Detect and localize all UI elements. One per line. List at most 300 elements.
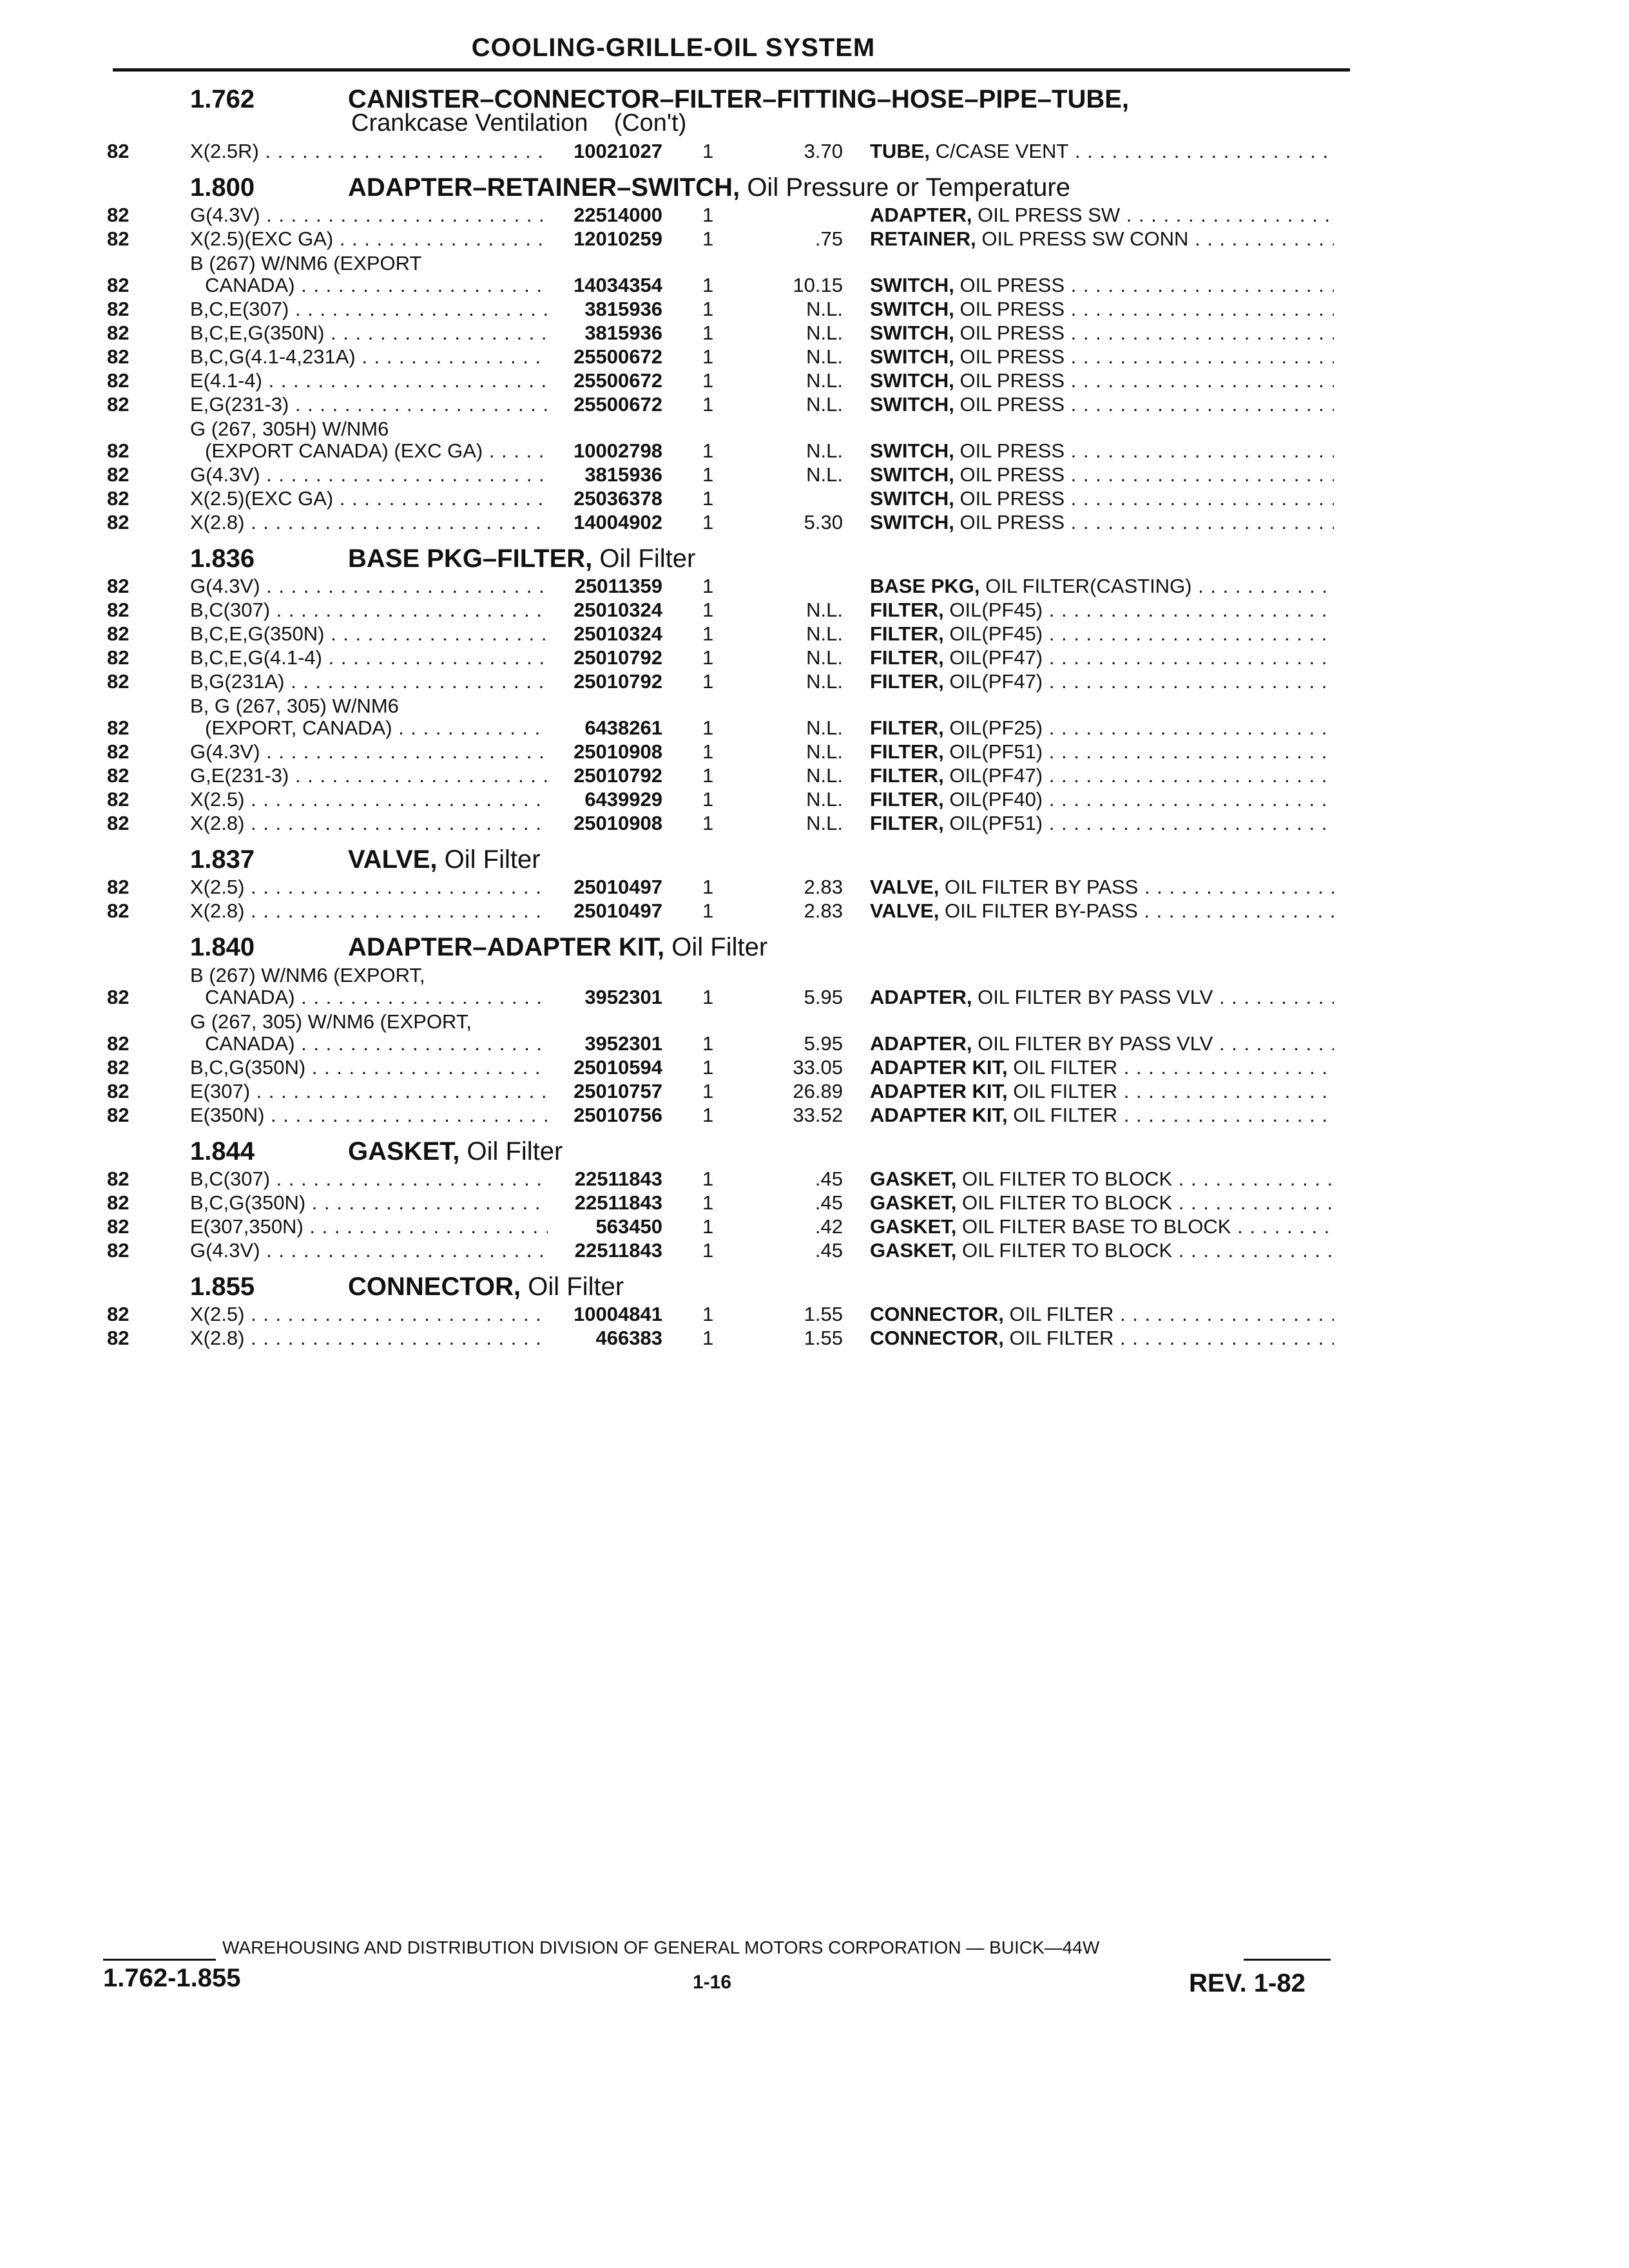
description-detail: OIL FILTER TO BLOCK [961,1168,1173,1190]
application: B,C,E(307) . . . [190,298,548,321]
description-detail: OIL(PF47) [949,646,1043,669]
description-noun: SWITCH, [870,298,954,320]
part-number: 3815936 [584,298,662,320]
part-number: 25010908 [574,812,662,834]
description-detail: OIL PRESS [959,274,1065,296]
description-noun: VALVE, [870,876,940,898]
part-row [0,671,1629,695]
description-noun: SWITCH, [870,345,954,368]
section-title-main: BASE PKG–FILTER, [348,544,593,573]
model-year: 82 [107,899,130,922]
model-year: 82 [107,764,130,787]
part-row [0,322,1629,346]
part-number: 25036378 [574,487,662,510]
description-detail: OIL FILTER [1009,1303,1114,1325]
application: X(2.8) . . . [190,511,548,534]
description [870,322,1334,345]
section-number: 1.800 [190,173,255,202]
section-title-main: GASKET, [348,1137,460,1166]
application: (EXPORT CANADA) (EXC GA) . . . [205,439,548,463]
footer-page-number: 1-16 [693,1972,732,1993]
part-row [0,488,1629,512]
quantity: 1 [702,716,714,739]
model-year: 82 [107,393,130,416]
model-year: 82 [107,716,130,739]
section-title [348,544,695,573]
description-noun: SWITCH, [870,463,954,486]
part-number: 563450 [595,1215,662,1238]
part-row [0,418,1629,464]
description-noun: SWITCH, [870,439,954,462]
part-number: 25500672 [574,345,662,368]
application: B,C,G(350N) . . . [190,1056,548,1079]
quantity: 1 [702,740,714,763]
description-noun: FILTER, [870,622,944,645]
quantity: 1 [702,575,714,597]
application: G(4.3V) . . . [190,575,548,598]
quantity: 1 [702,1303,714,1325]
description [870,646,1334,669]
description-noun: ADAPTER, [870,204,972,226]
description [870,716,1334,740]
application: B,C,E,G(350N) . . . [190,622,548,646]
application: X(2.5) . . . [190,876,548,899]
description-detail: OIL FILTER [1013,1104,1118,1126]
quantity: 1 [702,899,714,922]
description [870,876,1334,899]
part-row [0,1327,1629,1351]
model-year: 82 [107,812,130,834]
part-row [0,140,1629,164]
part-number: 25010792 [574,764,662,787]
description-noun: FILTER, [870,764,944,787]
price: .42 [815,1215,843,1238]
section-title [348,173,1070,202]
quantity: 1 [702,1239,714,1262]
price: 1.55 [804,1303,843,1325]
part-number: 25010497 [574,899,662,922]
section-number: 1.837 [190,845,255,874]
section-title-rest: Oil Pressure or Temperature [747,173,1070,202]
section-title-rest: Oil Filter [467,1137,563,1166]
application: B,C,G(350N) . . . [190,1191,548,1215]
price: N.L. [806,369,843,392]
part-row [0,228,1629,252]
application: E(4.1-4) . . . [190,369,548,392]
part-number: 25010497 [574,876,662,898]
footer-revision: REV. 1-82 [1189,1969,1306,1997]
price: N.L. [806,322,843,344]
quantity: 1 [702,1080,714,1102]
description-detail: OIL FILTER [1013,1056,1118,1079]
part-row [0,1104,1629,1128]
application: G(4.3V) . . . [190,1239,548,1262]
part-row [0,575,1629,599]
description-noun: TUBE, [870,140,930,162]
application: B,G(231A) . . . [190,670,548,693]
description-detail: OIL FILTER [1009,1327,1114,1349]
description-noun: GASKET, [870,1239,957,1262]
section-number: 1.840 [190,933,255,961]
part-row [0,695,1629,741]
description-detail: OIL(PF51) [949,740,1043,763]
description-detail: OIL PRESS [959,487,1065,510]
model-year: 82 [107,740,130,763]
price: 2.83 [804,876,843,898]
application: X(2.5) . . . [190,1303,548,1326]
model-year: 82 [107,788,130,811]
price: 5.95 [804,1032,843,1055]
section-header [0,924,1629,964]
parts-catalog [0,76,1629,1351]
model-year: 82 [107,439,130,462]
application: CANADA) . . . [205,1032,548,1055]
part-number: 25010594 [574,1056,662,1079]
price: N.L. [806,716,843,739]
model-year: 82 [107,511,130,533]
quantity: 1 [702,227,714,250]
application: X(2.5R) . . . [190,140,548,163]
part-row [0,394,1629,418]
quantity: 1 [702,1104,714,1126]
part-row [0,812,1629,836]
application: X(2.5) . . . [190,788,548,811]
page-title: COOLING-GRILLE-OIL SYSTEM [471,34,876,62]
description-detail: C/CASE VENT [935,140,1069,162]
description [870,274,1334,297]
description-noun: SWITCH, [870,274,954,296]
price: .75 [815,227,843,250]
quantity: 1 [702,1168,714,1190]
model-year: 82 [107,369,130,392]
quantity: 1 [702,140,714,162]
application-line-1: B (267) W/NM6 (EXPORT [190,252,422,274]
description-noun: FILTER, [870,740,944,763]
part-number: 12010259 [574,227,662,250]
footer-section-range: 1.762-1.855 [103,1964,241,1992]
description-detail: OIL FILTER TO BLOCK [961,1239,1173,1262]
part-number: 25010324 [574,599,662,621]
description [870,487,1334,510]
description [870,1056,1334,1079]
model-year: 82 [107,140,130,162]
quantity: 1 [702,322,714,344]
part-number: 25011359 [574,575,662,597]
section-header [0,164,1629,204]
description-noun: ADAPTER KIT, [870,1056,1008,1079]
price: .45 [815,1168,843,1190]
application: X(2.5)(EXC GA) . . . [190,487,548,510]
model-year: 82 [107,1303,130,1325]
part-row [0,900,1629,924]
quantity: 1 [702,298,714,320]
application: E(350N) . . . [190,1104,548,1127]
price: N.L. [806,345,843,368]
description [870,1168,1334,1191]
model-year: 82 [107,1191,130,1214]
description-detail: OIL PRESS [959,345,1065,368]
quantity: 1 [702,1215,714,1238]
part-number: 25500672 [574,369,662,392]
price: N.L. [806,463,843,486]
model-year: 82 [107,622,130,645]
part-row [0,1240,1629,1264]
description-noun: CONNECTOR, [870,1327,1004,1349]
price: 3.70 [804,140,843,162]
part-row [0,512,1629,535]
model-year: 82 [107,1239,130,1262]
application: X(2.8) . . . [190,899,548,923]
price: 2.83 [804,899,843,922]
section-number: 1.844 [190,1137,255,1166]
price: N.L. [806,670,843,693]
part-row [0,298,1629,322]
part-number: 466383 [595,1327,662,1349]
quantity: 1 [702,1056,714,1079]
model-year: 82 [107,986,130,1008]
description-noun: SWITCH, [870,511,954,533]
description [870,812,1334,835]
part-row [0,647,1629,671]
description-noun: GASKET, [870,1168,957,1190]
part-number: 3815936 [584,322,662,344]
description-detail: OIL PRESS [959,511,1065,533]
description [870,1215,1334,1238]
quantity: 1 [702,622,714,645]
application-line-1: B, G (267, 305) W/NM6 [190,695,399,717]
description-detail: OIL(PF40) [949,788,1043,811]
description [870,1104,1334,1127]
quantity: 1 [702,646,714,669]
part-row [0,1057,1629,1081]
part-row [0,1010,1629,1057]
price: 1.55 [804,1327,843,1349]
model-year: 82 [107,670,130,693]
description-noun: GASKET, [870,1215,957,1238]
description [870,439,1334,463]
description-detail: OIL FILTER BY PASS VLV [978,986,1213,1008]
description [870,1327,1334,1350]
application: X(2.8) . . . [190,1327,548,1350]
description-detail: OIL FILTER BASE TO BLOCK [961,1215,1231,1238]
description [870,899,1334,923]
section-title-rest: Oil Filter [671,933,768,961]
section-title [348,933,767,962]
quantity: 1 [702,812,714,834]
price: N.L. [806,788,843,811]
model-year: 82 [107,298,130,320]
part-row [0,370,1629,394]
description-detail: OIL(PF47) [949,670,1043,693]
part-number: 22511843 [574,1239,662,1262]
description [870,1080,1334,1103]
quantity: 1 [702,764,714,787]
description-noun: ADAPTER, [870,1032,972,1055]
description-noun: SWITCH, [870,393,954,416]
quantity: 1 [702,670,714,693]
price: N.L. [806,393,843,416]
description-detail: OIL(PF51) [949,812,1043,834]
application: X(2.8) . . . [190,812,548,835]
application: E(307) . . . [190,1080,548,1103]
footer-publisher: WAREHOUSING AND DISTRIBUTION DIVISION OF GENERAL MOTORS CORPORATION — BUICK—44W [222,1937,1100,1957]
part-number: 22511843 [574,1191,662,1214]
application: (EXPORT, CANADA) . . . [205,716,548,740]
quantity: 1 [702,439,714,462]
description-detail: OIL PRESS SW [978,204,1121,226]
part-number: 25010756 [574,1104,662,1126]
model-year: 82 [107,227,130,250]
section-title-rest: Oil Filter [599,544,696,573]
description-detail: OIL FILTER BY PASS VLV [978,1032,1213,1055]
section-title-rest: Oil Filter [528,1273,624,1301]
description [870,345,1334,369]
quantity: 1 [702,345,714,368]
section-number: 1.855 [190,1273,255,1301]
part-number: 6439929 [584,788,662,811]
quantity: 1 [702,788,714,811]
description [870,670,1334,693]
price: N.L. [806,764,843,787]
description-detail: OIL PRESS [959,369,1065,392]
application: G(4.3V) . . . [190,463,548,486]
application-line-1: G (267, 305H) W/NM6 [190,418,389,440]
model-year: 82 [107,274,130,296]
section-title [348,1137,563,1166]
quantity: 1 [702,876,714,898]
price: 5.95 [804,986,843,1008]
quantity: 1 [702,1191,714,1214]
application: CANADA) . . . [205,274,548,297]
application: B,C(307) . . . [190,599,548,622]
part-number: 25010792 [574,670,662,693]
description-detail: OIL PRESS [959,439,1065,462]
description-detail: OIL PRESS [959,322,1065,344]
description-noun: FILTER, [870,646,944,669]
description-noun: SWITCH, [870,322,954,344]
quantity: 1 [702,511,714,533]
part-row [0,1303,1629,1327]
description-noun: SWITCH, [870,369,954,392]
quantity: 1 [702,487,714,510]
section-title-main: CONNECTOR, [348,1273,521,1301]
part-number: 10021027 [574,140,662,162]
part-number: 25010908 [574,740,662,763]
description-detail: OIL FILTER [1013,1080,1118,1102]
quantity: 1 [702,463,714,486]
description-noun: GASKET, [870,1191,957,1214]
application: B,C,E,G(350N) . . . [190,322,548,345]
description-detail: OIL(PF45) [949,622,1043,645]
description-noun: FILTER, [870,599,944,621]
price: 33.52 [793,1104,843,1126]
model-year: 82 [107,463,130,486]
section-title-main: CANISTER–CONNECTOR–FILTER–FITTING–HOSE–PIPE–TUBE, [348,85,1130,113]
description-detail: OIL(PF47) [949,764,1043,787]
quantity: 1 [702,1032,714,1055]
model-year: 82 [107,345,130,368]
part-row [0,1216,1629,1240]
description [870,511,1334,534]
description-detail: OIL(PF45) [949,599,1043,621]
model-year: 82 [107,1056,130,1079]
model-year: 82 [107,599,130,621]
part-row [0,765,1629,789]
price: 5.30 [804,511,843,533]
description [870,204,1334,227]
section-title [348,845,541,874]
price: N.L. [806,812,843,834]
section-subtitle [351,110,686,137]
part-row [0,1081,1629,1104]
model-year: 82 [107,575,130,597]
description [870,1239,1334,1262]
model-year: 82 [107,646,130,669]
description-noun: CONNECTOR, [870,1303,1004,1325]
header-rule [113,68,1350,72]
part-number: 6438261 [584,716,662,739]
price: N.L. [806,740,843,763]
description-detail: OIL PRESS [959,393,1065,416]
section-header [0,836,1629,876]
price: .45 [815,1191,843,1214]
footer-rule-left [103,1959,216,1961]
part-row [0,1192,1629,1216]
model-year: 82 [107,1104,130,1126]
part-row [0,964,1629,1010]
application: E,G(231-3) . . . [190,393,548,416]
description-noun: FILTER, [870,812,944,834]
description [870,463,1334,486]
part-number: 22514000 [574,204,662,226]
part-row [0,1168,1629,1192]
model-year: 82 [107,1327,130,1349]
description [870,369,1334,392]
application-line-1: B (267) W/NM6 (EXPORT, [190,964,425,986]
description [870,599,1334,622]
section-title-main: ADAPTER–RETAINER–SWITCH, [348,173,740,202]
quantity: 1 [702,1327,714,1349]
application: G(4.3V) . . . [190,740,548,764]
description-detail: OIL PRESS [959,463,1065,486]
model-year: 82 [107,1215,130,1238]
model-year: 82 [107,1168,130,1190]
application: B,C,E,G(4.1-4) . . . [190,646,548,669]
description [870,575,1334,598]
description [870,1303,1334,1326]
price: 10.15 [793,274,843,296]
application-line-1: G (267, 305) W/NM6 (EXPORT, [190,1010,472,1033]
part-row [0,204,1629,228]
description-noun: ADAPTER, [870,986,972,1008]
price: .45 [815,1239,843,1262]
description-noun: FILTER, [870,670,944,693]
application: G(4.3V) . . . [190,204,548,227]
quantity: 1 [702,204,714,226]
description [870,298,1334,321]
description-detail: OIL PRESS SW CONN [981,227,1189,250]
quantity: 1 [702,599,714,621]
part-number: 25010324 [574,622,662,645]
description [870,622,1334,646]
price: N.L. [806,599,843,621]
section-title [348,1273,624,1302]
description [870,1191,1334,1215]
section-number: 1.762 [190,85,255,113]
description-detail: OIL FILTER(CASTING) [985,575,1192,597]
section-title-rest: Oil Filter [444,845,541,874]
part-number: 22511843 [574,1168,662,1190]
